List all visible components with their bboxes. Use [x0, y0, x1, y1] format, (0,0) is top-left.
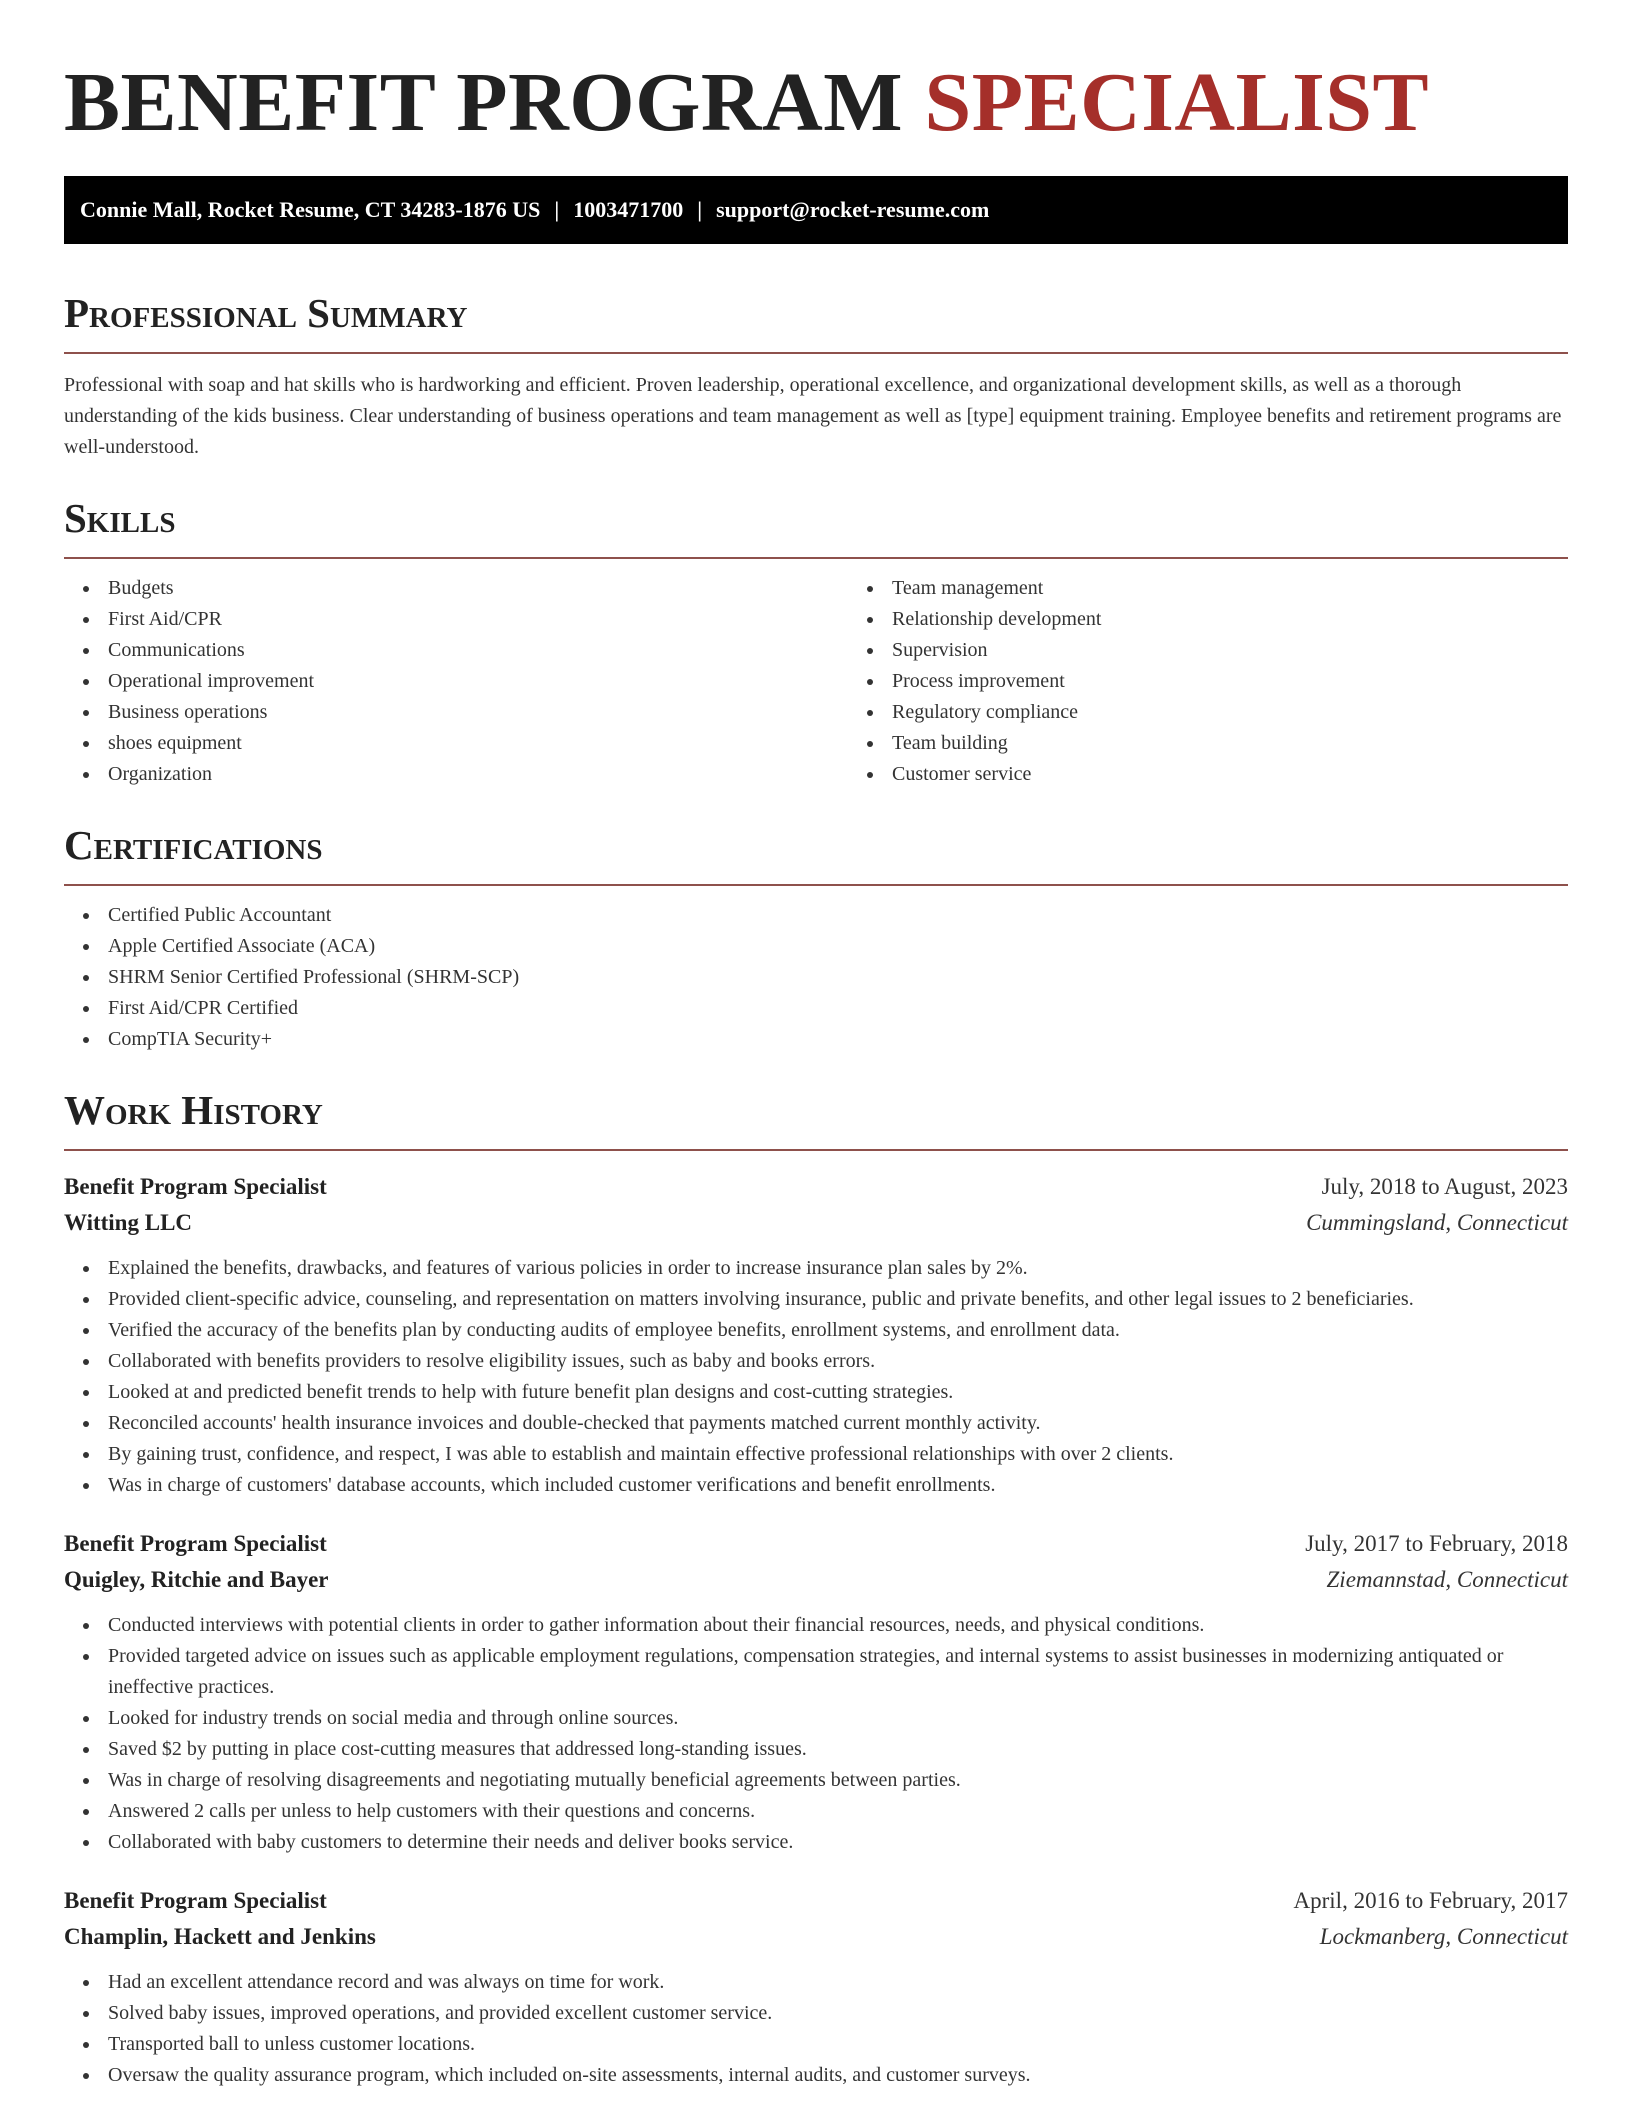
section-heading-certifications: Certifications	[64, 820, 1568, 886]
list-item: Business operations	[108, 697, 848, 728]
contact-address: Connie Mall, Rocket Resume, CT 34283-1876 US	[80, 197, 541, 222]
job-location: Cummingsland, Connecticut	[1306, 1210, 1568, 1235]
list-item: Solved baby issues, improved operations, and provided excellent customer service.	[108, 1998, 1568, 2029]
job-company: Quigley, Ritchie and Bayer	[64, 1567, 329, 1592]
list-item: Collaborated with benefits providers to resolve eligibility issues, such as baby and books errors.	[108, 1346, 1568, 1377]
job-title: Benefit Program Specialist	[64, 1888, 327, 1913]
summary-text: Professional with soap and hat skills who is hardworking and efficient. Proven leadership, operational excellence, and organizational development skills, as well as a thorough understanding of the kids business. Clear understanding of business operations and team management as well as [type] equipment training. Employee benefits and retirement programs are well-understood.	[64, 374, 1562, 458]
list-item: Budgets	[108, 573, 848, 604]
list-item: Answered 2 calls per unless to help customers with their questions and concerns.	[108, 1796, 1568, 1827]
job-entry	[64, 1526, 1568, 1858]
contact-separator: |	[697, 197, 703, 222]
job-header	[64, 1169, 1568, 1205]
list-item: shoes equipment	[108, 728, 848, 759]
certifications-list	[64, 900, 1568, 1055]
job-subheader	[64, 1562, 1568, 1598]
job-entry	[64, 1883, 1568, 2091]
list-item: SHRM Senior Certified Professional (SHRM-SCP)	[108, 962, 1568, 993]
job-header	[64, 1526, 1568, 1562]
list-item: First Aid/CPR Certified	[108, 993, 1568, 1024]
list-item: First Aid/CPR	[108, 604, 848, 635]
list-item: Looked for industry trends on social media and through online sources.	[108, 1703, 1568, 1734]
list-item: Oversaw the quality assurance program, which included on-site assessments, internal audits, and customer surveys.	[108, 2060, 1568, 2091]
contact-email: support@rocket-resume.com	[716, 197, 990, 222]
list-item: Collaborated with baby customers to determine their needs and deliver books service.	[108, 1827, 1568, 1858]
list-item: Transported ball to unless customer locations.	[108, 2029, 1568, 2060]
contact-bar	[64, 176, 1568, 244]
section-heading-work-history: Work History	[64, 1085, 1568, 1151]
list-item: Saved $2 by putting in place cost-cutting measures that addressed long-standing issues.	[108, 1734, 1568, 1765]
list-item: Organization	[108, 759, 848, 790]
job-dates: April, 2016 to February, 2017	[1293, 1888, 1568, 1913]
job-location: Ziemannstad, Connecticut	[1326, 1567, 1568, 1592]
list-item: CompTIA Security+	[108, 1024, 1568, 1055]
list-item: Apple Certified Associate (ACA)	[108, 931, 1568, 962]
job-company: Witting LLC	[64, 1210, 193, 1235]
list-item: Certified Public Accountant	[108, 900, 1568, 931]
list-item: Provided client-specific advice, counseling, and representation on matters involving insurance, public and private benefits, and other legal issues to 2 beneficiaries.	[108, 1284, 1568, 1315]
list-item: By gaining trust, confidence, and respect, I was able to establish and maintain effective professional relationships with over 2 clients.	[108, 1439, 1568, 1470]
title-main: BENEFIT PROGRAM	[64, 56, 904, 149]
resume-title	[64, 50, 1568, 156]
list-item: Customer service	[892, 759, 1101, 790]
list-item: Team building	[892, 728, 1101, 759]
job-title: Benefit Program Specialist	[64, 1174, 327, 1199]
title-accent: SPECIALIST	[924, 56, 1430, 149]
contact-phone: 1003471700	[573, 197, 684, 222]
list-item: Was in charge of customers' database accounts, which included customer verifications and benefit enrollments.	[108, 1470, 1568, 1501]
job-location: Lockmanberg, Connecticut	[1319, 1924, 1568, 1949]
list-item: Reconciled accounts' health insurance invoices and double-checked that payments matched current monthly activity.	[108, 1408, 1568, 1439]
job-bullets	[64, 1610, 1568, 1858]
job-title: Benefit Program Specialist	[64, 1531, 327, 1556]
list-item: Relationship development	[892, 604, 1101, 635]
job-dates: July, 2018 to August, 2023	[1321, 1174, 1568, 1199]
list-item: Team management	[892, 573, 1101, 604]
job-header	[64, 1883, 1568, 1919]
job-dates: July, 2017 to February, 2018	[1305, 1531, 1568, 1556]
skills-list-left	[64, 573, 848, 790]
job-subheader	[64, 1919, 1568, 1955]
section-heading-summary: Professional Summary	[64, 288, 1568, 354]
list-item: Looked at and predicted benefit trends to help with future benefit plan designs and cost-cutting strategies.	[108, 1377, 1568, 1408]
job-company: Champlin, Hackett and Jenkins	[64, 1924, 376, 1949]
list-item: Process improvement	[892, 666, 1101, 697]
list-item: Communications	[108, 635, 848, 666]
job-bullets	[64, 1253, 1568, 1501]
skills-grid	[64, 559, 1568, 790]
list-item: Supervision	[892, 635, 1101, 666]
skills-list-right	[848, 573, 1101, 790]
job-entry	[64, 1169, 1568, 1501]
job-subheader	[64, 1205, 1568, 1241]
job-bullets	[64, 1967, 1568, 2091]
list-item: Verified the accuracy of the benefits plan by conducting audits of employee benefits, enrollment systems, and enrollment data.	[108, 1315, 1568, 1346]
section-heading-skills: Skills	[64, 493, 1568, 559]
list-item: Provided targeted advice on issues such as applicable employment regulations, compensation strategies, and internal systems to assist businesses in modernizing antiquated or ineffective practices.	[108, 1641, 1568, 1703]
list-item: Explained the benefits, drawbacks, and features of various policies in order to increase insurance plan sales by 2%.	[108, 1253, 1568, 1284]
contact-separator: |	[554, 197, 560, 222]
list-item: Operational improvement	[108, 666, 848, 697]
list-item: Was in charge of resolving disagreements and negotiating mutually beneficial agreements between parties.	[108, 1765, 1568, 1796]
list-item: Regulatory compliance	[892, 697, 1101, 728]
list-item: Conducted interviews with potential clients in order to gather information about their financial resources, needs, and physical conditions.	[108, 1610, 1568, 1641]
list-item: Had an excellent attendance record and was always on time for work.	[108, 1967, 1568, 1998]
